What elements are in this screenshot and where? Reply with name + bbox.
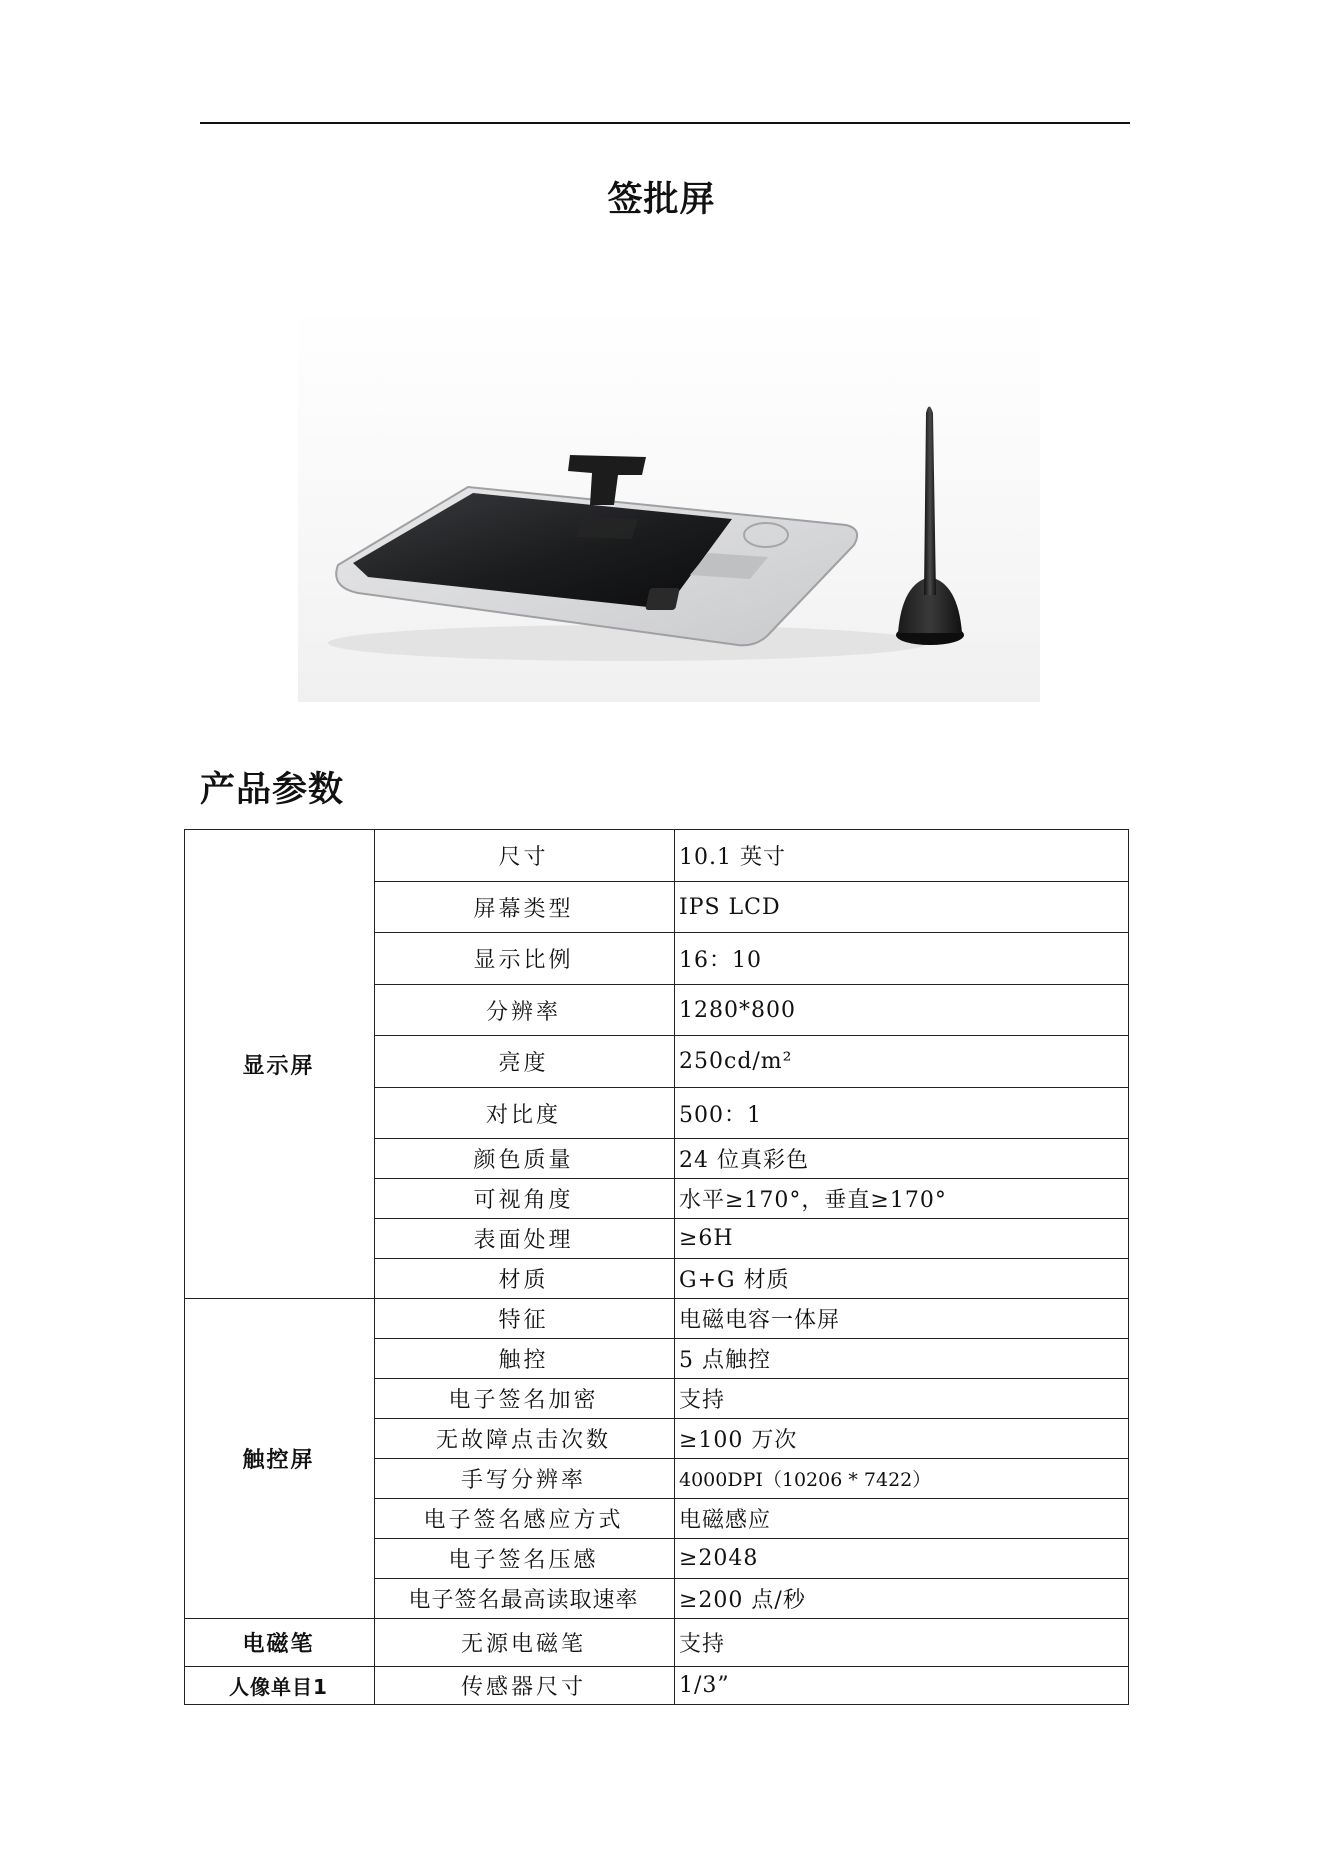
table-row (185, 1299, 1129, 1339)
group-display: 显示屏 (185, 830, 375, 1299)
value-cell: ≥200 点/秒 (675, 1579, 1129, 1619)
value-cell: 1280*800 (675, 985, 1129, 1036)
value-cell: ≥6H (675, 1219, 1129, 1259)
value-cell: 500：1 (675, 1088, 1129, 1139)
value-cell: ≥100 万次 (675, 1419, 1129, 1459)
param-cell: 显示比例 (375, 933, 675, 985)
table-row (185, 1619, 1129, 1667)
param-cell: 亮度 (375, 1036, 675, 1088)
value-cell: 16：10 (675, 933, 1129, 985)
value-cell: 10.1 英寸 (675, 830, 1129, 882)
value-cell: 250cd/m² (675, 1036, 1129, 1088)
param-cell: 屏幕类型 (375, 882, 675, 933)
param-cell: 电子签名最高读取速率 (375, 1579, 675, 1619)
group-touchscreen: 触控屏 (185, 1299, 375, 1619)
value-cell: G+G 材质 (675, 1259, 1129, 1299)
group-portrait-camera: 人像单目1 (185, 1667, 375, 1705)
param-cell: 颜色质量 (375, 1139, 675, 1179)
param-cell: 分辨率 (375, 985, 675, 1036)
group-pen: 电磁笔 (185, 1619, 375, 1667)
value-cell: ≥2048 (675, 1539, 1129, 1579)
param-cell: 电子签名压感 (375, 1539, 675, 1579)
param-cell: 材质 (375, 1259, 675, 1299)
param-cell: 对比度 (375, 1088, 675, 1139)
value-cell: 水平≥170°，垂直≥170° (675, 1179, 1129, 1219)
value-cell: 电磁电容一体屏 (675, 1299, 1129, 1339)
signature-tablet-illustration (298, 305, 1040, 702)
param-cell: 特征 (375, 1299, 675, 1339)
section-heading: 产品参数 (200, 770, 345, 810)
document-title: 签批屏 (607, 180, 716, 220)
value-cell: 4000DPI（10206 * 7422） (675, 1459, 1129, 1499)
param-cell: 尺寸 (375, 830, 675, 882)
param-cell: 电子签名感应方式 (375, 1499, 675, 1539)
value-cell: 电磁感应 (675, 1499, 1129, 1539)
value-cell: 支持 (675, 1379, 1129, 1419)
value-cell: IPS LCD (675, 882, 1129, 933)
param-cell: 手写分辨率 (375, 1459, 675, 1499)
product-photo (298, 305, 1040, 702)
param-cell: 无源电磁笔 (375, 1619, 675, 1667)
param-cell: 触控 (375, 1339, 675, 1379)
value-cell: 5 点触控 (675, 1339, 1129, 1379)
param-cell: 传感器尺寸 (375, 1667, 675, 1705)
spec-table (184, 829, 1129, 1705)
param-cell: 可视角度 (375, 1179, 675, 1219)
table-row (185, 1667, 1129, 1705)
value-cell: 1/3” (675, 1667, 1129, 1705)
table-row (185, 830, 1129, 882)
param-cell: 表面处理 (375, 1219, 675, 1259)
value-cell: 24 位真彩色 (675, 1139, 1129, 1179)
param-cell: 电子签名加密 (375, 1379, 675, 1419)
param-cell: 无故障点击次数 (375, 1419, 675, 1459)
value-cell: 支持 (675, 1619, 1129, 1667)
header-rule (200, 122, 1130, 124)
